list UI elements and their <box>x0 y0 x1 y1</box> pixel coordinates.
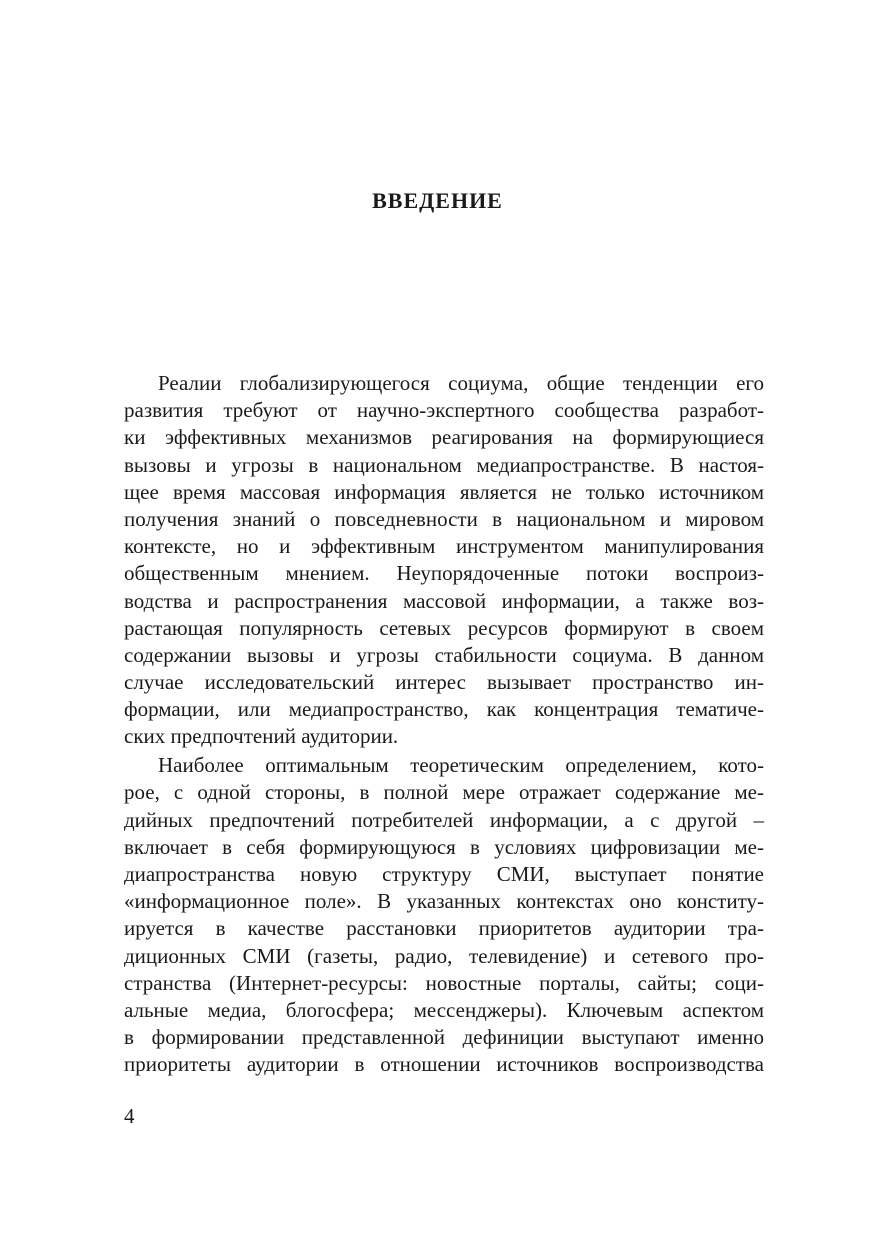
text-line: «информационное поле». В указанных контекстах оно конститу- <box>124 889 764 914</box>
text-line: Наиболее оптимальным теоретическим определением, кото- <box>158 753 764 778</box>
text-line: Реалии глобализирующегося социума, общие тенденции его <box>158 371 764 395</box>
paragraph-2 <box>124 752 764 1078</box>
text-line: вызовы и угрозы в национальном медиапространстве. В настоя- <box>124 452 764 477</box>
text-line: рое, с одной стороны, в полной мере отражает содержание ме- <box>124 780 764 805</box>
text-line: щее время массовая информация является не только источником <box>124 479 764 504</box>
text-line: диапространства новую структуру СМИ, выступает понятие <box>124 861 764 886</box>
text-line: формации, или медиапространство, как концентрация тематиче- <box>124 697 764 722</box>
body-text <box>124 370 764 1080</box>
text-line: ки эффективных механизмов реагирования на формирующиеся <box>124 425 764 450</box>
text-line: странства (Интернет-ресурсы: новостные порталы, сайты; соци- <box>124 970 764 995</box>
text-line: ских предпочтений аудитории. <box>124 724 399 749</box>
text-line: растающая популярность сетевых ресурсов формируют в своем <box>124 615 764 640</box>
text-line: случае исследовательский интерес вызывает пространство ин- <box>124 670 764 695</box>
text-line: в формировании представленной дефиниции выступают именно <box>124 1025 764 1050</box>
text-line: включает в себя формирующуюся в условиях цифровизации ме- <box>124 834 764 859</box>
page-number: 4 <box>124 1104 135 1128</box>
text-line: альные медиа, блогосфера; мессенджеры). Ключевым аспектом <box>124 997 764 1022</box>
text-line: содержании вызовы и угрозы стабильности социума. В данном <box>124 642 764 667</box>
paragraph-1 <box>124 370 764 751</box>
text-line: общественным мнением. Неупорядоченные потоки воспроиз- <box>124 561 764 586</box>
text-line: получения знаний о повседневности в национальном и мировом <box>124 506 764 531</box>
text-line: диционных СМИ (газеты, радио, телевидение) и сетевого про- <box>124 943 764 968</box>
text-line: развития требуют от научно-экспертного сообщества разработ- <box>124 398 764 423</box>
text-line: контексте, но и эффективным инструментом манипулирования <box>124 534 764 559</box>
text-line: водства и распространения массовой информации, а также воз- <box>124 588 764 613</box>
text-line: приоритеты аудитории в отношении источников воспроизводства <box>124 1052 764 1077</box>
text-line: дийных предпочтений потребителей информации, а с другой – <box>124 807 764 832</box>
text-line: ируется в качестве расстановки приоритетов аудитории тра- <box>124 916 764 941</box>
page-title: ВВЕДЕНИЕ <box>372 188 503 213</box>
